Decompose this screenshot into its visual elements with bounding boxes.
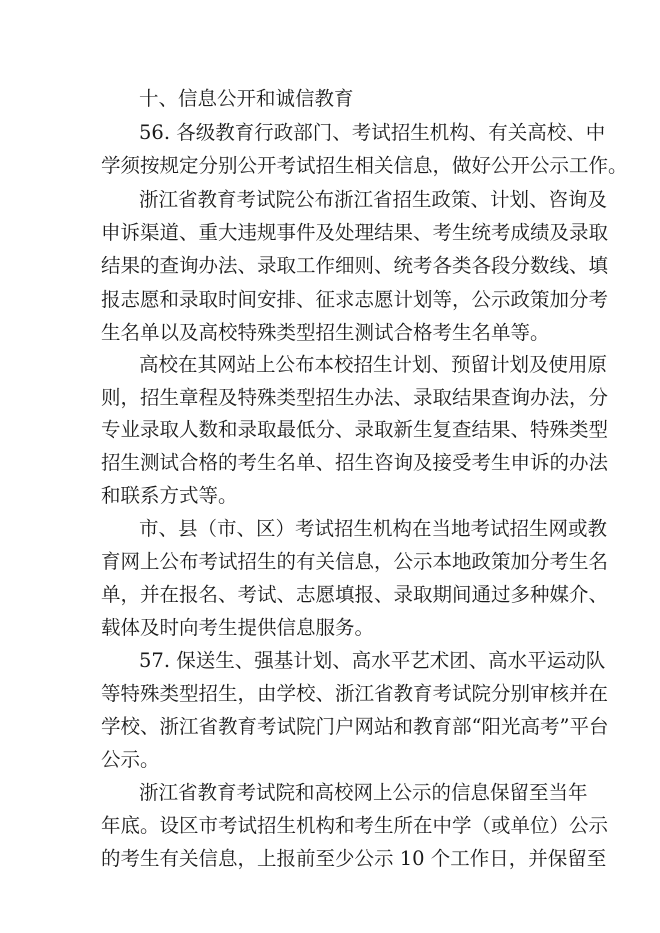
paragraph-line: 生名单以及高校特殊类型招生测试合格考生名单等。	[101, 321, 550, 344]
paragraph-line: 浙江省教育考试院公布浙江省招生政策、计划、咨询及	[139, 188, 608, 211]
paragraph-line: 专业录取人数和录取最低分、录取新生复查结果、特殊类型	[101, 418, 609, 441]
paragraph-line: 高校在其网站上公布本校招生计划、预留计划及使用原	[139, 353, 608, 376]
paragraph-line: 载体及时向考生提供信息服务。	[101, 616, 375, 639]
section-heading: 十、信息公开和诚信教育	[139, 87, 354, 110]
paragraph-line: 育网上公布考试招生的有关信息，公示本地政策加分考生名	[101, 550, 609, 573]
paragraph-line: 的考生有关信息，上报前至少公示 10 个工作日，并保留至	[101, 847, 607, 870]
paragraph-line: 57. 保送生、强基计划、高水平艺术团、高水平运动队	[139, 649, 606, 672]
paragraph-line: 等特殊类型招生，由学校、浙江省教育考试院分别审核并在	[101, 682, 609, 705]
paragraph-line: 和联系方式等。	[101, 484, 238, 507]
paragraph-line: 单，并在报名、考试、志愿填报、录取期间通过多种媒介、	[101, 583, 609, 606]
paragraph-line: 学须按规定分别公开考试招生相关信息，做好公开公示工作。	[101, 154, 628, 177]
paragraph-line: 浙江省教育考试院和高校网上公示的信息保留至当年	[139, 781, 588, 804]
paragraph-line: 年底。设区市考试招生机构和考生所在中学（或单位）公示	[101, 814, 609, 837]
paragraph-line: 56. 各级教育行政部门、考试招生机构、有关高校、中	[139, 121, 606, 144]
paragraph-line: 市、县（市、区）考试招生机构在当地考试招生网或教	[139, 517, 608, 540]
paragraph-line: 则，招生章程及特殊类型招生办法、录取结果查询办法，分	[101, 386, 609, 409]
paragraph-line: 申诉渠道、重大违规事件及处理结果、考生统考成绩及录取	[101, 221, 609, 244]
paragraph-line: 结果的查询办法、录取工作细则、统考各类各段分数线、填	[101, 254, 609, 277]
paragraph-line: 公示。	[101, 748, 160, 771]
paragraph-line: 招生测试合格的考生名单、招生咨询及接受考生申诉的办法	[101, 451, 609, 474]
paragraph-line: 报志愿和录取时间安排、征求志愿计划等，公示政策加分考	[101, 288, 609, 311]
paragraph-line: 学校、浙江省教育考试院门户网站和教育部“阳光高考”平台	[101, 715, 609, 738]
